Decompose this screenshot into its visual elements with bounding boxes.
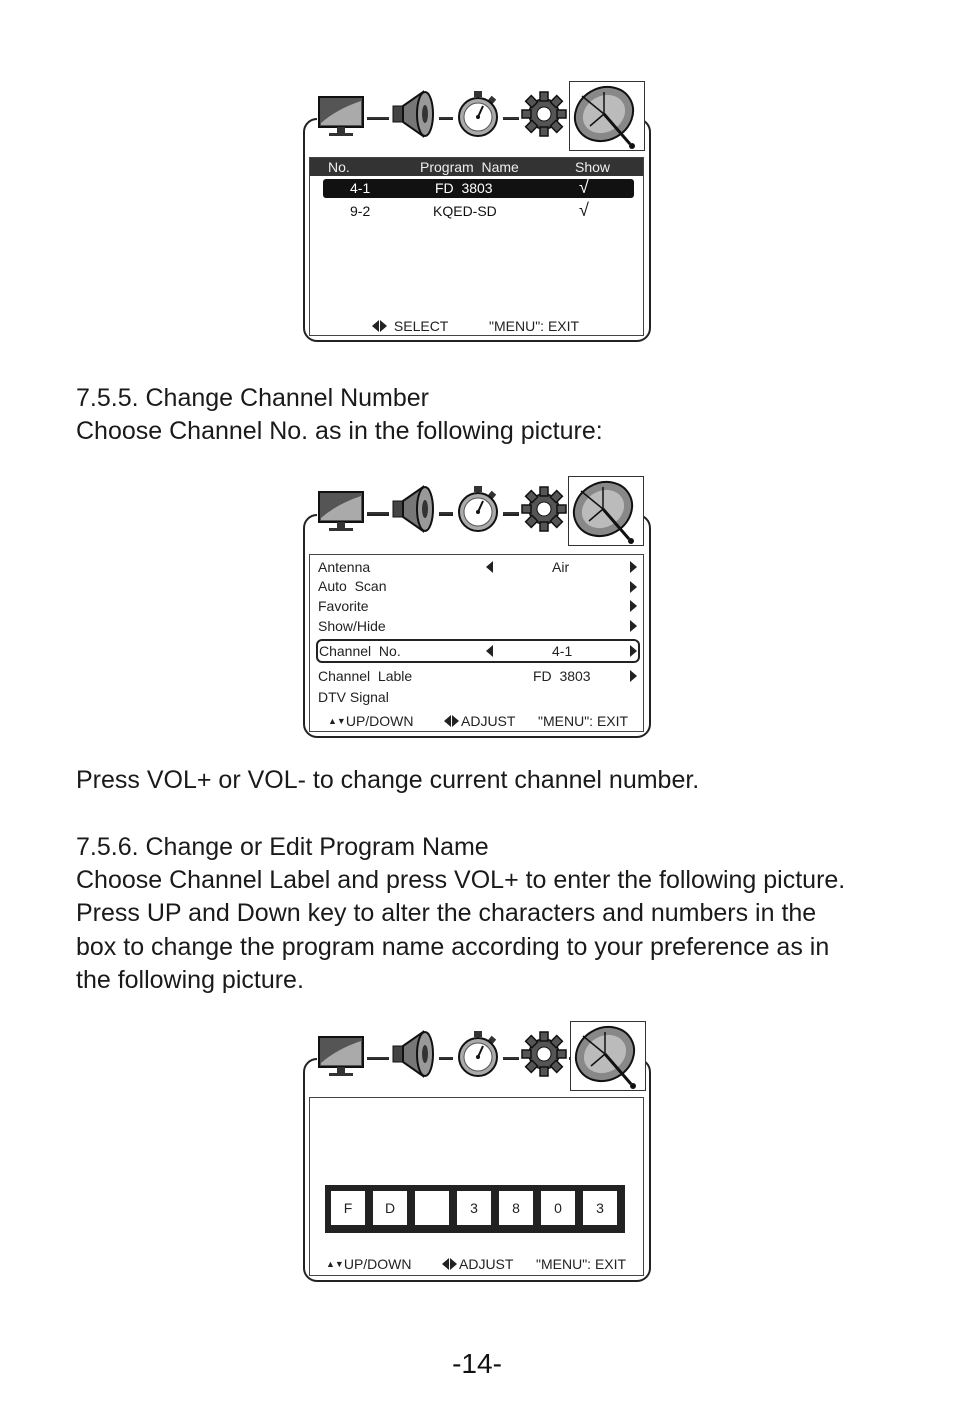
channel-no-value: 4-1 [552,643,573,659]
arrow-right-icon[interactable] [630,561,637,573]
menu-item-show-hide[interactable]: Show/Hide [318,618,386,634]
picture-icon [317,1029,367,1079]
section-text-756-line1: Choose Channel Label and press VOL+ to enter the following picture. [76,866,846,894]
character-box[interactable]: D [373,1191,407,1225]
menu-item-favorite[interactable]: Favorite [318,598,369,614]
section-text-756-line2: Press UP and Down key to alter the characters and numbers in the [76,899,817,927]
arrow-right-icon[interactable] [630,670,637,682]
character-box-row [325,1185,625,1233]
character-box[interactable]: 8 [499,1191,533,1225]
arrow-right-icon [380,320,387,332]
footer-menu-exit: "MENU": EXIT [536,1256,627,1272]
section-heading-756: 7.5.6. Change or Edit Program Name [76,833,489,861]
table-row[interactable] [323,202,634,221]
row-no: 4-1 [350,180,371,196]
gear-icon [519,484,569,534]
speaker-icon [389,484,439,534]
footer-adjust: ADJUST [442,1256,513,1272]
header-program-name: Program Name [420,159,519,175]
arrow-right-icon[interactable] [630,645,637,657]
satellite-dish-icon [569,81,645,151]
gear-icon [519,1029,569,1079]
menu-icon-bar [303,1021,647,1091]
section-text-756-line4: the following picture. [76,966,304,994]
gear-icon [519,89,569,139]
arrow-left-icon[interactable] [486,561,493,573]
row-name: KQED-SD [433,203,497,219]
program-list-panel [309,157,644,336]
arrow-left-icon [442,1258,449,1270]
speaker-icon [389,89,439,139]
stopwatch-icon [453,89,503,139]
row-no: 9-2 [350,203,371,219]
channel-menu-panel [309,554,644,732]
menu-item-auto-scan[interactable]: Auto Scan [318,578,387,594]
menu-item-dtv-signal[interactable]: DTV Signal [318,689,389,705]
menu-icon-bar [303,476,647,546]
arrow-up-down-icon: ▲▼ [326,1259,344,1269]
arrow-right-icon [452,715,459,727]
arrow-right-icon [450,1258,457,1270]
check-icon: √ [579,200,589,220]
arrow-up-down-icon: ▲▼ [328,716,346,726]
character-box[interactable]: 3 [583,1191,617,1225]
arrow-right-icon[interactable] [630,620,637,632]
footer-menu-exit: "MENU": EXIT [538,713,629,729]
check-icon: √ [579,177,589,197]
menu-item-channel-no: Channel No. [319,643,401,659]
character-box[interactable]: F [331,1191,365,1225]
page-number: -14- [452,1348,502,1379]
program-list-header [310,158,643,176]
footer-adjust: ADJUST [444,713,515,729]
section-text-755: Choose Channel No. as in the following picture: [76,417,603,445]
arrow-right-icon[interactable] [630,581,637,593]
channel-label-value: FD 3803 [533,668,591,684]
satellite-dish-icon [568,476,644,546]
section-heading-755: 7.5.5. Change Channel Number [76,384,430,412]
character-box[interactable]: 0 [541,1191,575,1225]
name-editor-panel [309,1097,644,1276]
speaker-icon [389,1029,439,1079]
header-no: No. [328,159,350,175]
arrow-left-icon [372,320,379,332]
picture-icon [317,89,367,139]
stopwatch-icon [453,484,503,534]
section-text-756-line3: box to change the program name according to your preference as in [76,933,830,961]
character-box[interactable]: 3 [457,1191,491,1225]
menu-item-channel-label[interactable]: Channel Lable [318,668,413,684]
satellite-dish-icon [570,1021,646,1091]
header-show: Show [575,159,611,175]
vol-instruction: Press VOL+ or VOL- to change current channel number. [76,766,700,794]
table-row-selected[interactable] [323,179,634,198]
stopwatch-icon [453,1029,503,1079]
footer-select: SELECT [372,318,448,334]
picture-icon [317,484,367,534]
arrow-left-icon [444,715,451,727]
footer-up-down: ▲▼UP/DOWN [328,713,414,729]
arrow-right-icon[interactable] [630,600,637,612]
antenna-value: Air [552,559,570,575]
character-box[interactable] [415,1191,449,1225]
footer-up-down: ▲▼UP/DOWN [326,1256,412,1272]
menu-icon-bar [303,81,647,151]
row-name: FD 3803 [435,180,493,196]
menu-item-antenna[interactable]: Antenna [318,559,371,575]
arrow-left-icon[interactable] [486,645,493,657]
footer-menu-exit: "MENU": EXIT [489,318,580,334]
